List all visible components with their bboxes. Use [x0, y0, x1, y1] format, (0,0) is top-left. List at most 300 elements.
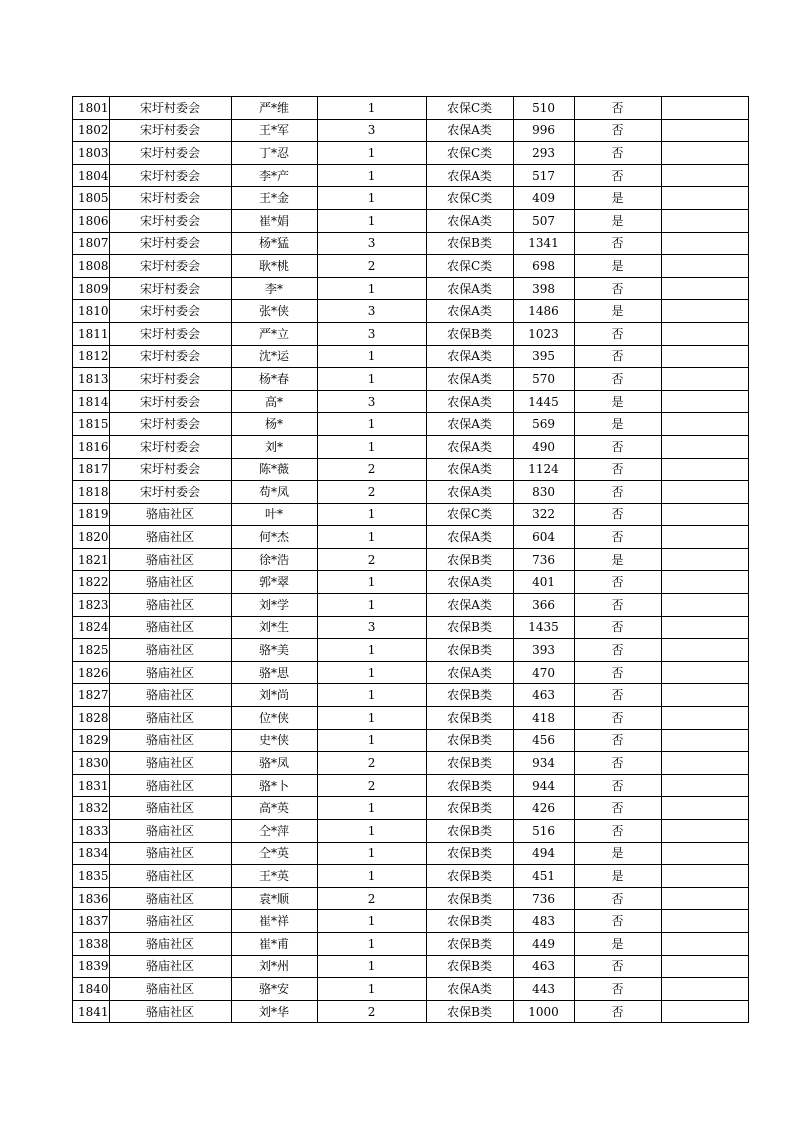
person-name-cell: 李*	[231, 277, 317, 300]
row-id-cell: 1835	[73, 865, 110, 888]
household-count-cell: 1	[317, 594, 426, 617]
insurance-type-cell: 农保B类	[426, 322, 513, 345]
flag-cell: 否	[574, 955, 661, 978]
insurance-type-cell: 农保B类	[426, 932, 513, 955]
household-count-cell: 1	[317, 932, 426, 955]
amount-cell: 470	[513, 661, 574, 684]
amount-cell: 510	[513, 97, 574, 120]
household-count-cell: 1	[317, 842, 426, 865]
row-id-cell: 1814	[73, 390, 110, 413]
row-id-cell: 1836	[73, 887, 110, 910]
village-name-cell: 宋圩村委会	[109, 277, 231, 300]
person-name-cell: 苟*凤	[231, 481, 317, 504]
remark-cell	[661, 820, 748, 843]
remark-cell	[661, 548, 748, 571]
flag-cell: 是	[574, 300, 661, 323]
insurance-type-cell: 农保C类	[426, 503, 513, 526]
table-row	[73, 865, 749, 888]
person-name-cell: 高*英	[231, 797, 317, 820]
household-count-cell: 3	[317, 300, 426, 323]
amount-cell: 426	[513, 797, 574, 820]
flag-cell: 否	[574, 729, 661, 752]
household-count-cell: 1	[317, 345, 426, 368]
person-name-cell: 李*产	[231, 164, 317, 187]
row-id-cell: 1829	[73, 729, 110, 752]
village-name-cell: 宋圩村委会	[109, 322, 231, 345]
table-row	[73, 435, 749, 458]
insurance-type-cell: 农保B类	[426, 639, 513, 662]
remark-cell	[661, 910, 748, 933]
person-name-cell: 崔*甫	[231, 932, 317, 955]
village-name-cell: 宋圩村委会	[109, 232, 231, 255]
table-row	[73, 978, 749, 1001]
amount-cell: 418	[513, 707, 574, 730]
insurance-type-cell: 农保B类	[426, 548, 513, 571]
remark-cell	[661, 345, 748, 368]
village-name-cell: 宋圩村委会	[109, 142, 231, 165]
amount-cell: 944	[513, 774, 574, 797]
amount-cell: 463	[513, 955, 574, 978]
remark-cell	[661, 97, 748, 120]
insurance-type-cell: 农保A类	[426, 481, 513, 504]
table-row	[73, 119, 749, 142]
table-row	[73, 729, 749, 752]
table-row	[73, 774, 749, 797]
table-row	[73, 820, 749, 843]
remark-cell	[661, 119, 748, 142]
row-id-cell: 1841	[73, 1000, 110, 1023]
insurance-type-cell: 农保B类	[426, 955, 513, 978]
remark-cell	[661, 503, 748, 526]
village-name-cell: 宋圩村委会	[109, 97, 231, 120]
table-row	[73, 187, 749, 210]
remark-cell	[661, 684, 748, 707]
amount-cell: 830	[513, 481, 574, 504]
remark-cell	[661, 797, 748, 820]
table-row	[73, 277, 749, 300]
person-name-cell: 严*立	[231, 322, 317, 345]
remark-cell	[661, 865, 748, 888]
row-id-cell: 1821	[73, 548, 110, 571]
row-id-cell: 1802	[73, 119, 110, 142]
household-count-cell: 2	[317, 752, 426, 775]
amount-cell: 494	[513, 842, 574, 865]
remark-cell	[661, 955, 748, 978]
flag-cell: 否	[574, 684, 661, 707]
insurance-type-cell: 农保B类	[426, 887, 513, 910]
flag-cell: 是	[574, 187, 661, 210]
row-id-cell: 1837	[73, 910, 110, 933]
remark-cell	[661, 277, 748, 300]
flag-cell: 是	[574, 865, 661, 888]
village-name-cell: 骆庙社区	[109, 820, 231, 843]
household-count-cell: 3	[317, 390, 426, 413]
amount-cell: 604	[513, 526, 574, 549]
household-count-cell: 1	[317, 865, 426, 888]
flag-cell: 是	[574, 413, 661, 436]
household-count-cell: 1	[317, 187, 426, 210]
insurance-type-cell: 农保B类	[426, 820, 513, 843]
village-name-cell: 骆庙社区	[109, 910, 231, 933]
flag-cell: 否	[574, 978, 661, 1001]
household-count-cell: 1	[317, 526, 426, 549]
row-id-cell: 1804	[73, 164, 110, 187]
row-id-cell: 1819	[73, 503, 110, 526]
person-name-cell: 刘*尚	[231, 684, 317, 707]
village-name-cell: 骆庙社区	[109, 774, 231, 797]
table-row	[73, 413, 749, 436]
person-name-cell: 何*杰	[231, 526, 317, 549]
insurance-type-cell: 农保B类	[426, 774, 513, 797]
flag-cell: 否	[574, 616, 661, 639]
insurance-type-cell: 农保C类	[426, 142, 513, 165]
flag-cell: 是	[574, 842, 661, 865]
amount-cell: 451	[513, 865, 574, 888]
person-name-cell: 耿*桃	[231, 255, 317, 278]
amount-cell: 1341	[513, 232, 574, 255]
village-name-cell: 宋圩村委会	[109, 368, 231, 391]
insurance-type-cell: 农保A类	[426, 390, 513, 413]
remark-cell	[661, 232, 748, 255]
row-id-cell: 1820	[73, 526, 110, 549]
village-name-cell: 宋圩村委会	[109, 390, 231, 413]
row-id-cell: 1833	[73, 820, 110, 843]
remark-cell	[661, 458, 748, 481]
remark-cell	[661, 594, 748, 617]
flag-cell: 否	[574, 503, 661, 526]
insurance-type-cell: 农保B类	[426, 842, 513, 865]
table-row	[73, 661, 749, 684]
village-name-cell: 骆庙社区	[109, 1000, 231, 1023]
household-count-cell: 2	[317, 255, 426, 278]
remark-cell	[661, 887, 748, 910]
person-name-cell: 刘*州	[231, 955, 317, 978]
amount-cell: 1023	[513, 322, 574, 345]
flag-cell: 否	[574, 526, 661, 549]
village-name-cell: 骆庙社区	[109, 571, 231, 594]
amount-cell: 1486	[513, 300, 574, 323]
flag-cell: 否	[574, 774, 661, 797]
person-name-cell: 丁*忍	[231, 142, 317, 165]
household-count-cell: 1	[317, 955, 426, 978]
table-row	[73, 255, 749, 278]
amount-cell: 569	[513, 413, 574, 436]
insurance-type-cell: 农保C类	[426, 255, 513, 278]
village-name-cell: 骆庙社区	[109, 955, 231, 978]
remark-cell	[661, 322, 748, 345]
remark-cell	[661, 481, 748, 504]
amount-cell: 322	[513, 503, 574, 526]
amount-cell: 293	[513, 142, 574, 165]
amount-cell: 398	[513, 277, 574, 300]
insurance-type-cell: 农保B类	[426, 910, 513, 933]
household-count-cell: 3	[317, 322, 426, 345]
household-count-cell: 1	[317, 639, 426, 662]
flag-cell: 否	[574, 707, 661, 730]
table-row	[73, 322, 749, 345]
person-name-cell: 张*侠	[231, 300, 317, 323]
household-count-cell: 1	[317, 164, 426, 187]
flag-cell: 是	[574, 932, 661, 955]
remark-cell	[661, 932, 748, 955]
row-id-cell: 1823	[73, 594, 110, 617]
row-id-cell: 1828	[73, 707, 110, 730]
person-name-cell: 刘*学	[231, 594, 317, 617]
flag-cell: 否	[574, 594, 661, 617]
amount-cell: 736	[513, 887, 574, 910]
table-row	[73, 955, 749, 978]
household-count-cell: 1	[317, 820, 426, 843]
household-count-cell: 2	[317, 887, 426, 910]
village-name-cell: 骆庙社区	[109, 661, 231, 684]
village-name-cell: 骆庙社区	[109, 842, 231, 865]
household-count-cell: 1	[317, 571, 426, 594]
table-row	[73, 932, 749, 955]
village-name-cell: 宋圩村委会	[109, 481, 231, 504]
household-count-cell: 2	[317, 458, 426, 481]
row-id-cell: 1840	[73, 978, 110, 1001]
table-row	[73, 164, 749, 187]
row-id-cell: 1831	[73, 774, 110, 797]
row-id-cell: 1806	[73, 209, 110, 232]
insurance-type-cell: 农保A类	[426, 526, 513, 549]
household-count-cell: 1	[317, 503, 426, 526]
village-name-cell: 骆庙社区	[109, 594, 231, 617]
household-count-cell: 3	[317, 119, 426, 142]
insurance-type-cell: 农保A类	[426, 661, 513, 684]
village-name-cell: 宋圩村委会	[109, 255, 231, 278]
person-name-cell: 陈*薇	[231, 458, 317, 481]
flag-cell: 否	[574, 322, 661, 345]
amount-cell: 736	[513, 548, 574, 571]
flag-cell: 否	[574, 661, 661, 684]
household-count-cell: 1	[317, 910, 426, 933]
household-count-cell: 1	[317, 797, 426, 820]
flag-cell: 否	[574, 797, 661, 820]
row-id-cell: 1822	[73, 571, 110, 594]
table-row	[73, 684, 749, 707]
amount-cell: 517	[513, 164, 574, 187]
flag-cell: 否	[574, 481, 661, 504]
row-id-cell: 1805	[73, 187, 110, 210]
table-row	[73, 503, 749, 526]
table-row	[73, 910, 749, 933]
insurance-type-cell: 农保C类	[426, 97, 513, 120]
person-name-cell: 崔*祥	[231, 910, 317, 933]
insurance-type-cell: 农保B类	[426, 752, 513, 775]
person-name-cell: 郭*翠	[231, 571, 317, 594]
person-name-cell: 骆*凤	[231, 752, 317, 775]
insurance-type-cell: 农保B类	[426, 729, 513, 752]
insurance-type-cell: 农保A类	[426, 345, 513, 368]
insurance-type-cell: 农保B类	[426, 684, 513, 707]
flag-cell: 否	[574, 97, 661, 120]
flag-cell: 否	[574, 910, 661, 933]
household-count-cell: 1	[317, 97, 426, 120]
amount-cell: 516	[513, 820, 574, 843]
remark-cell	[661, 368, 748, 391]
person-name-cell: 沈*运	[231, 345, 317, 368]
person-name-cell: 骆*卜	[231, 774, 317, 797]
remark-cell	[661, 842, 748, 865]
remark-cell	[661, 774, 748, 797]
amount-cell: 395	[513, 345, 574, 368]
household-count-cell: 1	[317, 684, 426, 707]
remark-cell	[661, 164, 748, 187]
remark-cell	[661, 390, 748, 413]
village-name-cell: 骆庙社区	[109, 932, 231, 955]
insurance-type-cell: 农保A类	[426, 435, 513, 458]
insurance-type-cell: 农保A类	[426, 978, 513, 1001]
row-id-cell: 1812	[73, 345, 110, 368]
table-row	[73, 842, 749, 865]
person-name-cell: 王*金	[231, 187, 317, 210]
village-name-cell: 宋圩村委会	[109, 119, 231, 142]
household-count-cell: 3	[317, 616, 426, 639]
flag-cell: 否	[574, 119, 661, 142]
remark-cell	[661, 661, 748, 684]
amount-cell: 996	[513, 119, 574, 142]
table-row	[73, 458, 749, 481]
table-row	[73, 345, 749, 368]
remark-cell	[661, 639, 748, 662]
village-name-cell: 宋圩村委会	[109, 187, 231, 210]
remark-cell	[661, 616, 748, 639]
row-id-cell: 1817	[73, 458, 110, 481]
row-id-cell: 1810	[73, 300, 110, 323]
amount-cell: 366	[513, 594, 574, 617]
table-row	[73, 548, 749, 571]
insurance-type-cell: 农保B类	[426, 1000, 513, 1023]
row-id-cell: 1813	[73, 368, 110, 391]
amount-cell: 1435	[513, 616, 574, 639]
amount-cell: 483	[513, 910, 574, 933]
remark-cell	[661, 187, 748, 210]
person-name-cell: 崔*娟	[231, 209, 317, 232]
village-name-cell: 骆庙社区	[109, 639, 231, 662]
person-name-cell: 刘*生	[231, 616, 317, 639]
household-count-cell: 1	[317, 368, 426, 391]
remark-cell	[661, 1000, 748, 1023]
insurance-type-cell: 农保A类	[426, 571, 513, 594]
village-name-cell: 骆庙社区	[109, 729, 231, 752]
household-count-cell: 1	[317, 661, 426, 684]
amount-cell: 401	[513, 571, 574, 594]
village-name-cell: 骆庙社区	[109, 684, 231, 707]
row-id-cell: 1826	[73, 661, 110, 684]
village-name-cell: 宋圩村委会	[109, 300, 231, 323]
amount-cell: 449	[513, 932, 574, 955]
person-name-cell: 刘*	[231, 435, 317, 458]
flag-cell: 否	[574, 368, 661, 391]
village-name-cell: 宋圩村委会	[109, 435, 231, 458]
row-id-cell: 1816	[73, 435, 110, 458]
table-row	[73, 797, 749, 820]
row-id-cell: 1839	[73, 955, 110, 978]
row-id-cell: 1827	[73, 684, 110, 707]
flag-cell: 否	[574, 1000, 661, 1023]
person-name-cell: 骆*安	[231, 978, 317, 1001]
insurance-type-cell: 农保B类	[426, 865, 513, 888]
table-row	[73, 752, 749, 775]
village-name-cell: 宋圩村委会	[109, 164, 231, 187]
remark-cell	[661, 978, 748, 1001]
insurance-type-cell: 农保A类	[426, 209, 513, 232]
remark-cell	[661, 526, 748, 549]
table-row	[73, 142, 749, 165]
amount-cell: 393	[513, 639, 574, 662]
person-name-cell: 杨*春	[231, 368, 317, 391]
remark-cell	[661, 255, 748, 278]
insurance-type-cell: 农保A类	[426, 413, 513, 436]
insurance-type-cell: 农保A类	[426, 458, 513, 481]
table-row	[73, 1000, 749, 1023]
records-table-body	[73, 97, 749, 1023]
person-name-cell: 徐*浩	[231, 548, 317, 571]
table-row	[73, 209, 749, 232]
records-table	[72, 96, 749, 1023]
amount-cell: 463	[513, 684, 574, 707]
person-name-cell: 王*英	[231, 865, 317, 888]
row-id-cell: 1834	[73, 842, 110, 865]
row-id-cell: 1801	[73, 97, 110, 120]
household-count-cell: 1	[317, 413, 426, 436]
table-row	[73, 526, 749, 549]
person-name-cell: 王*军	[231, 119, 317, 142]
village-name-cell: 宋圩村委会	[109, 458, 231, 481]
person-name-cell: 骆*美	[231, 639, 317, 662]
person-name-cell: 杨*猛	[231, 232, 317, 255]
flag-cell: 否	[574, 164, 661, 187]
table-row	[73, 707, 749, 730]
insurance-type-cell: 农保B类	[426, 616, 513, 639]
household-count-cell: 3	[317, 232, 426, 255]
village-name-cell: 骆庙社区	[109, 797, 231, 820]
flag-cell: 否	[574, 887, 661, 910]
amount-cell: 456	[513, 729, 574, 752]
row-id-cell: 1803	[73, 142, 110, 165]
household-count-cell: 2	[317, 774, 426, 797]
row-id-cell: 1832	[73, 797, 110, 820]
household-count-cell: 1	[317, 142, 426, 165]
flag-cell: 否	[574, 277, 661, 300]
person-name-cell: 刘*华	[231, 1000, 317, 1023]
flag-cell: 是	[574, 255, 661, 278]
village-name-cell: 宋圩村委会	[109, 209, 231, 232]
household-count-cell: 1	[317, 435, 426, 458]
table-row	[73, 616, 749, 639]
row-id-cell: 1815	[73, 413, 110, 436]
row-id-cell: 1807	[73, 232, 110, 255]
row-id-cell: 1809	[73, 277, 110, 300]
flag-cell: 否	[574, 752, 661, 775]
person-name-cell: 位*侠	[231, 707, 317, 730]
amount-cell: 1000	[513, 1000, 574, 1023]
household-count-cell: 1	[317, 707, 426, 730]
flag-cell: 否	[574, 458, 661, 481]
remark-cell	[661, 707, 748, 730]
amount-cell: 443	[513, 978, 574, 1001]
insurance-type-cell: 农保B类	[426, 232, 513, 255]
insurance-type-cell: 农保A类	[426, 368, 513, 391]
village-name-cell: 骆庙社区	[109, 887, 231, 910]
insurance-type-cell: 农保A类	[426, 119, 513, 142]
flag-cell: 否	[574, 142, 661, 165]
village-name-cell: 骆庙社区	[109, 865, 231, 888]
insurance-type-cell: 农保C类	[426, 187, 513, 210]
insurance-type-cell: 农保A类	[426, 300, 513, 323]
person-name-cell: 叶*	[231, 503, 317, 526]
